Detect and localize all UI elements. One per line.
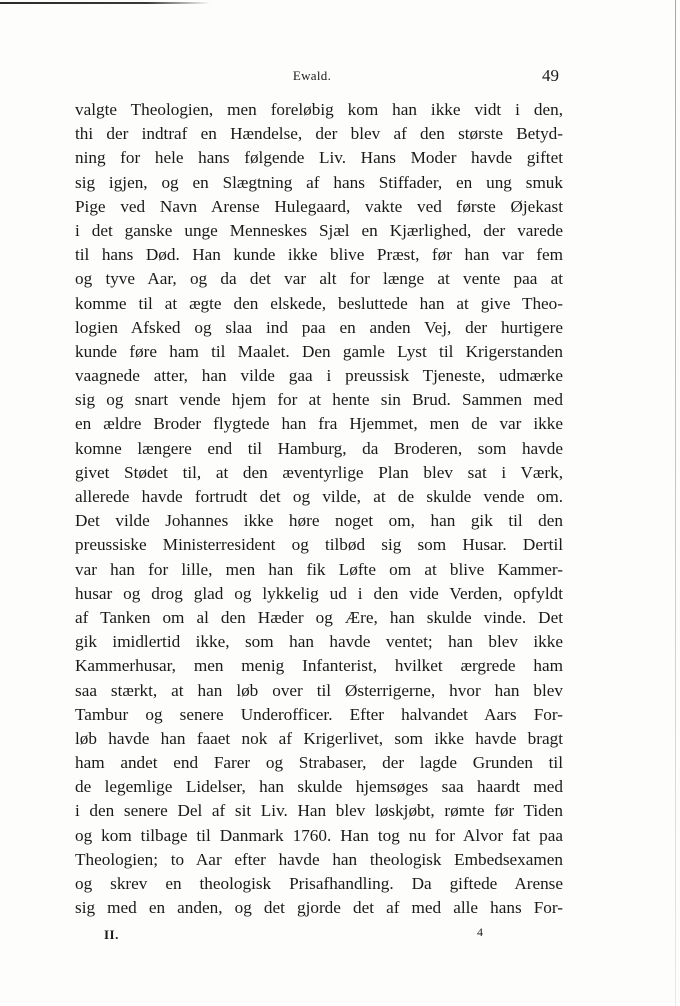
text-line: sig igjen, og en Slægtning af hans Stiffader, en ung smuk: [75, 172, 563, 192]
text-line: thi der indtraf en Hændelse, der blev af den største Betyd-: [75, 124, 563, 144]
running-head: [0, 66, 680, 86]
text-line: løb havde han faaet nok af Krigerlivet, som ikke havde bragt: [75, 728, 563, 748]
text-line: de legemlige Lidelser, han skulde hjemsøges saa haardt med: [75, 777, 563, 797]
text-line: i den senere Del af sit Liv. Han blev løskjøbt, rømte før Tiden: [75, 801, 563, 821]
text-line: gik imidlertid ikke, som han havde ventet; han blev ikke: [75, 632, 563, 652]
signature-number: 4: [477, 925, 483, 939]
text-line: kunde føre ham til Maalet. Den gamle Lyst til Krigerstanden: [75, 341, 563, 361]
text-line: til hans Død. Han kunde ikke blive Præst, før han var fem: [75, 245, 563, 265]
text-line: ning for hele hans følgende Liv. Hans Moder havde giftet: [75, 148, 563, 168]
text-line: saa stærkt, at han løb over til Østerrigerne, hvor han blev: [75, 680, 563, 700]
text-line: husar og drog glad og lykkelig ud i den vide Verden, opfyldt: [75, 583, 563, 603]
top-edge-rule: [0, 2, 210, 4]
signature-mark: II.: [104, 927, 119, 942]
text-line: af Tanken om al den Hæder og Ære, han skulde vinde. Det: [75, 607, 563, 627]
page-number: 49: [542, 66, 559, 85]
text-line: komme til at ægte den elskede, besluttede han at give Theo-: [75, 293, 563, 313]
text-line: og tyve Aar, og da det var alt for længe at vente paa at: [75, 269, 563, 289]
body-text: [75, 98, 563, 920]
page-footer: [0, 923, 680, 947]
text-line: valgte Theologien, men foreløbig kom han ikke vidt i den,: [75, 100, 563, 119]
text-line: sig med en anden, og det gjorde det af med alle hans For-: [75, 898, 563, 918]
text-line: logien Afsked og slaa ind paa en anden Vej, der hurtigere: [75, 317, 563, 337]
text-line: en ældre Broder flygtede han fra Hjemmet, men de var ikke: [75, 414, 563, 434]
text-line: allerede havde fortrudt det og vilde, at de skulde vende om.: [75, 487, 563, 506]
running-title: Ewald.: [292, 68, 332, 83]
text-line: sig og snart vende hjem for at hente sin Brud. Sammen med: [75, 390, 563, 410]
text-line: komne længere end til Hamburg, da Broderen, som havde: [75, 438, 563, 458]
text-line: preussiske Ministerresident og tilbød sig som Husar. Dertil: [75, 535, 563, 555]
text-line: ham andet end Farer og Strabaser, der lagde Grunden til: [75, 753, 563, 773]
page-right-edge: [675, 0, 676, 1006]
text-line: var han for lille, men han fik Løfte om at blive Kammer-: [75, 559, 563, 579]
text-line: Theologien; to Aar efter havde han theologisk Embedsexamen: [75, 849, 563, 869]
text-line: Tambur og senere Underofficer. Efter halvandet Aars For-: [75, 704, 563, 724]
text-line: og kom tilbage til Danmark 1760. Han tog nu for Alvor fat paa: [75, 825, 563, 845]
text-line: Kammerhusar, men menig Infanterist, hvilket ærgrede ham: [75, 656, 563, 676]
text-line: vaagnede atter, han vilde gaa i preussisk Tjeneste, udmærke: [75, 366, 563, 386]
text-line: Pige ved Navn Arense Hulegaard, vakte ved første Øjekast: [75, 196, 563, 216]
text-line: og skrev en theologisk Prisafhandling. Da giftede Arense: [75, 874, 563, 893]
text-line: i det ganske unge Menneskes Sjæl en Kjærlighed, der varede: [75, 220, 563, 240]
text-line: givet Stødet til, at den æventyrlige Plan blev sat i Værk,: [75, 462, 563, 482]
text-line: Det vilde Johannes ikke høre noget om, han gik til den: [75, 511, 563, 531]
